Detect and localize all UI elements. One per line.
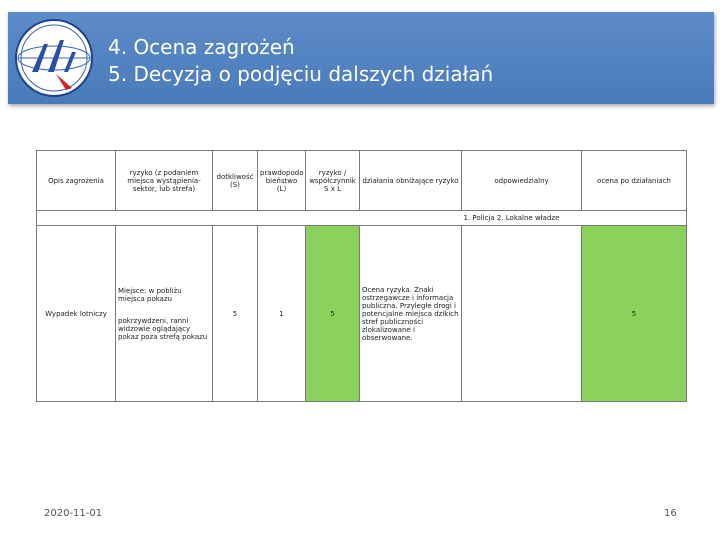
risk-victims-text: pokrzywdzeni, ranni widzowie oglądający pokaz poza strefą pokazu: [118, 316, 208, 341]
cell-probability: 1: [258, 226, 306, 402]
col-risk-factor: ryzyko / współczynnik S x L: [306, 151, 360, 211]
cell-rating-after: 5: [582, 226, 687, 402]
airline-logo: [12, 16, 96, 100]
slide-page-number: 16: [664, 508, 677, 519]
cell-risk-value: 5: [306, 226, 360, 402]
slide-date: 2020-11-01: [44, 508, 103, 519]
slide-title: [108, 34, 493, 88]
cell-mitigation-actions: Ocena ryzyka. Znaki ostrzegawcze i informacja publiczna. Przyległe drogi i potencjalne miejsca dzikich stref publiczności zlokalizowane i obserwowane.: [360, 226, 462, 402]
title-line-2: 5. Decyzja o podjęciu dalszych działań: [108, 62, 494, 86]
col-severity: dotkliwość (S): [213, 151, 258, 211]
slide-header: [0, 0, 720, 118]
title-line-1: 4. Ocena zagrożeń: [108, 35, 295, 59]
cell-severity: 5: [213, 226, 258, 402]
risk-assessment-table: [36, 150, 687, 402]
cell-responsible: [462, 226, 582, 402]
col-probability: prawdopodo bieństwo (L): [258, 151, 306, 211]
table-row: [37, 226, 687, 402]
col-responsible: odpowiedzialny: [462, 151, 582, 211]
responsible-list: 1. Policja 2. Lokalne władze: [462, 211, 687, 226]
cell-threat: Wypadek lotniczy: [37, 226, 116, 402]
risk-location-text: Miejsce: w pobliżu miejsca pokazu: [118, 286, 182, 303]
col-risk: ryzyko (z podaniem miejsca wystąpienia- sektor, lub strefa): [116, 151, 213, 211]
table-subheader-row: [37, 211, 687, 226]
col-rating-after: ocena po działaniach: [582, 151, 687, 211]
cell-risk-location: [116, 226, 213, 402]
col-threat-description: Opis zagrożenia: [37, 151, 116, 211]
col-mitigation-actions: działania obniżające ryzyko: [360, 151, 462, 211]
table-header-row: [37, 151, 687, 211]
